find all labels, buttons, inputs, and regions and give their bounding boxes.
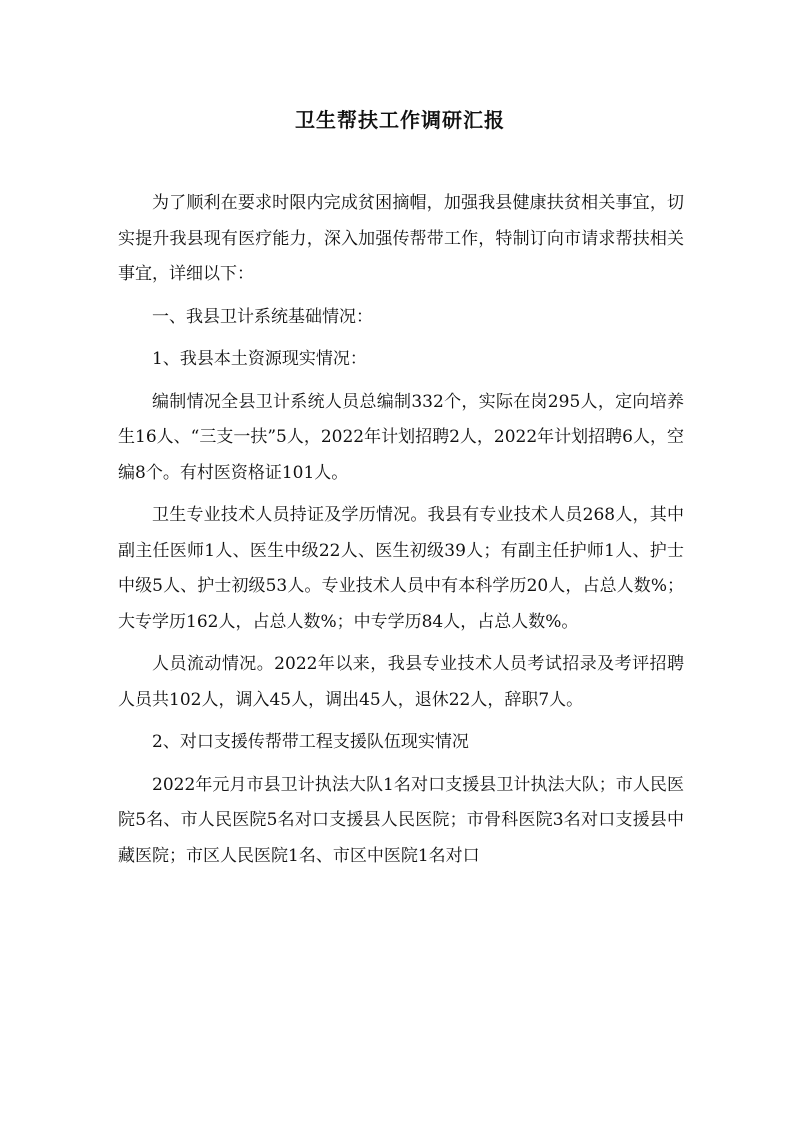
paragraph-support-teams: 2022年元月市县卫计执法大队1名对口支援县卫计执法大队；市人民医院5名、市人民医院5名对口支援县人民医院；市骨科医院3名对口支援县中藏医院；市区人民医院1名、市区中医院1名对口 (118, 774, 684, 866)
heading-subsection-1: 1、我县本土资源现实情况： (152, 349, 367, 369)
paragraph-personnel-flow: 人员流动情况。2022年以来，我县专业技术人员考试招录及考评招聘人员共102人，调入45人，调出45人，退休22人，辞职7人。 (118, 654, 684, 710)
paragraph-intro: 为了顺利在要求时限内完成贫困摘帽，加强我县健康扶贫相关事宜，切实提升我县现有医疗能力，深入加强传帮带工作，特制订向市请求帮扶相关事宜，详细以下： (118, 193, 684, 284)
document-title: 卫生帮扶工作调研汇报 (295, 108, 505, 132)
heading-subsection-2: 2、对口支援传帮带工程支援队伍现实情况 (152, 732, 469, 752)
paragraph-qualifications: 卫生专业技术人员持证及学历情况。我县有专业技术人员268人，其中副主任医师1人、医生中级22人、医生初级39人；有副主任护师1人、护士中级5人、护士初级53人。专业技术人员中有本科学历20人，占总人数%；大专学历162人，占总人数%；中专学历84人，占总人数%。 (118, 505, 684, 632)
heading-section-1: 一、我县卫计系统基础情况： (152, 306, 373, 327)
paragraph-staffing: 编制情况全县卫计系统人员总编制332个，实际在岗295人，定向培养生16人、“三支一扶”5人，2022年计划招聘2人，2022年计划招聘6人，空编8个。有村医资格证101人。 (118, 391, 684, 483)
document-body (118, 186, 684, 881)
